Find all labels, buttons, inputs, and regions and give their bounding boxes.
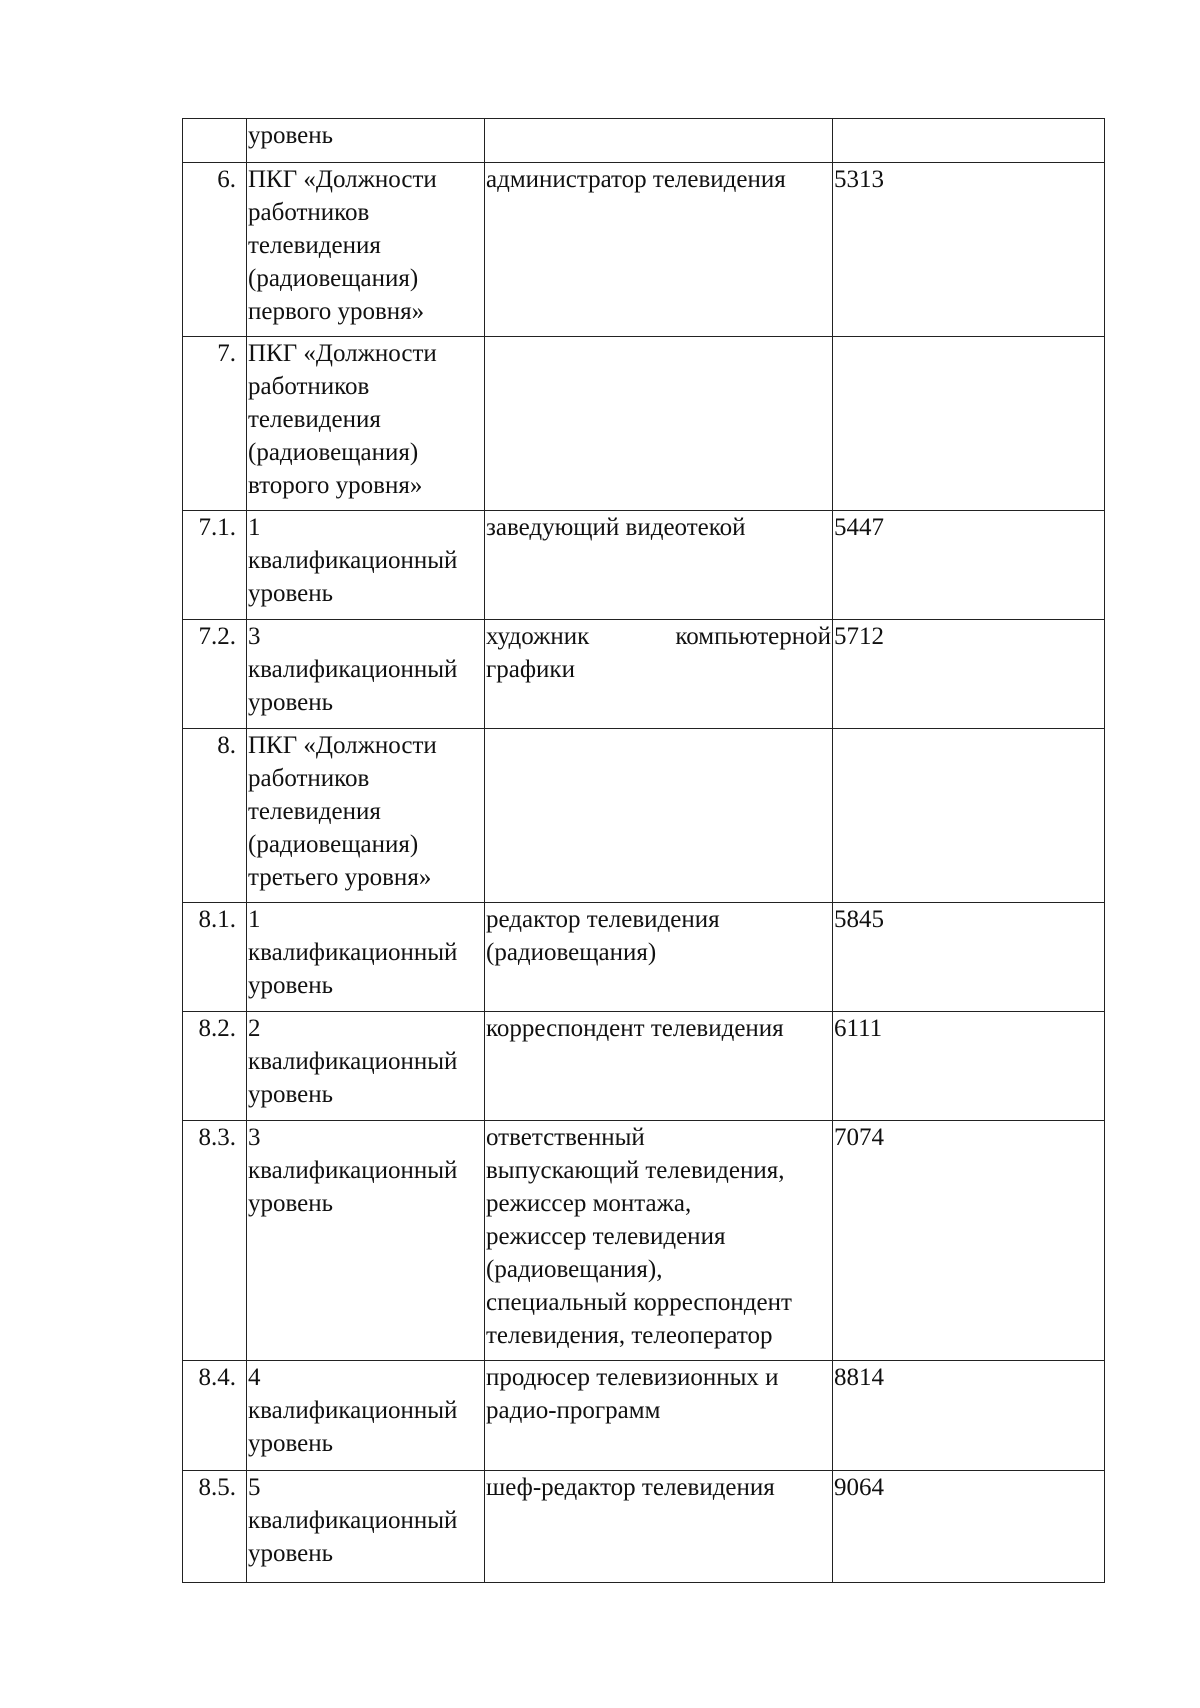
position-title: редактор телевидения (радиовещания) bbox=[485, 903, 833, 1012]
row-number: 8.1. bbox=[183, 903, 247, 1012]
qualification-group: 1 квалификационный уровень bbox=[247, 903, 485, 1012]
qualification-group: 2 квалификационный уровень bbox=[247, 1012, 485, 1121]
position-title: ответственный выпускающий телевидения, режиссер монтажа, режиссер телевидения (радиовещания), специальный корреспондент телевидения, телеоператор bbox=[485, 1121, 833, 1361]
position-code: 5845 bbox=[833, 903, 1105, 1012]
table-row bbox=[183, 1361, 1105, 1471]
table-row bbox=[183, 1012, 1105, 1121]
row-number: 7. bbox=[183, 337, 247, 511]
position-title: корреспондент телевидения bbox=[485, 1012, 833, 1121]
position-title bbox=[485, 729, 833, 903]
table-row bbox=[183, 119, 1105, 163]
position-title: заведующий видеотекой bbox=[485, 511, 833, 620]
row-number: 8.5. bbox=[183, 1471, 247, 1583]
position-title: администратор телевидения bbox=[485, 163, 833, 337]
qualification-group: ПКГ «Должности работников телевидения (радиовещания) первого уровня» bbox=[247, 163, 485, 337]
qualification-group: уровень bbox=[247, 119, 485, 163]
position-code: 7074 bbox=[833, 1121, 1105, 1361]
qualification-group: 3 квалификационный уровень bbox=[247, 1121, 485, 1361]
position-code: 5712 bbox=[833, 620, 1105, 729]
qualification-group: ПКГ «Должности работников телевидения (радиовещания) второго уровня» bbox=[247, 337, 485, 511]
position-code bbox=[833, 337, 1105, 511]
position-code: 5313 bbox=[833, 163, 1105, 337]
position-title bbox=[485, 337, 833, 511]
position-code bbox=[833, 119, 1105, 163]
position-code: 6111 bbox=[833, 1012, 1105, 1121]
table-row bbox=[183, 903, 1105, 1012]
table-row bbox=[183, 620, 1105, 729]
row-number bbox=[183, 119, 247, 163]
qualification-group: 5 квалификационный уровень bbox=[247, 1471, 485, 1583]
positions-table bbox=[182, 118, 1105, 1583]
qualification-group: 1 квалификационный уровень bbox=[247, 511, 485, 620]
position-code: 8814 bbox=[833, 1361, 1105, 1471]
position-code: 5447 bbox=[833, 511, 1105, 620]
row-number: 8.4. bbox=[183, 1361, 247, 1471]
table-row bbox=[183, 1121, 1105, 1361]
row-number: 6. bbox=[183, 163, 247, 337]
qualification-group: ПКГ «Должности работников телевидения (радиовещания) третьего уровня» bbox=[247, 729, 485, 903]
table-row bbox=[183, 337, 1105, 511]
table-row bbox=[183, 163, 1105, 337]
position-code: 9064 bbox=[833, 1471, 1105, 1583]
position-title: шеф-редактор телевидения bbox=[485, 1471, 833, 1583]
table-row bbox=[183, 1471, 1105, 1583]
position-code bbox=[833, 729, 1105, 903]
row-number: 8.3. bbox=[183, 1121, 247, 1361]
table-row bbox=[183, 511, 1105, 620]
row-number: 7.2. bbox=[183, 620, 247, 729]
table-row bbox=[183, 729, 1105, 903]
position-title: продюсер телевизионных и радио-программ bbox=[485, 1361, 833, 1471]
qualification-group: 3 квалификационный уровень bbox=[247, 620, 485, 729]
position-title: художник компьютерной графики bbox=[485, 620, 833, 729]
row-number: 8.2. bbox=[183, 1012, 247, 1121]
position-title bbox=[485, 119, 833, 163]
qualification-group: 4 квалификационный уровень bbox=[247, 1361, 485, 1471]
row-number: 7.1. bbox=[183, 511, 247, 620]
row-number: 8. bbox=[183, 729, 247, 903]
positions-table-body bbox=[183, 119, 1105, 1583]
